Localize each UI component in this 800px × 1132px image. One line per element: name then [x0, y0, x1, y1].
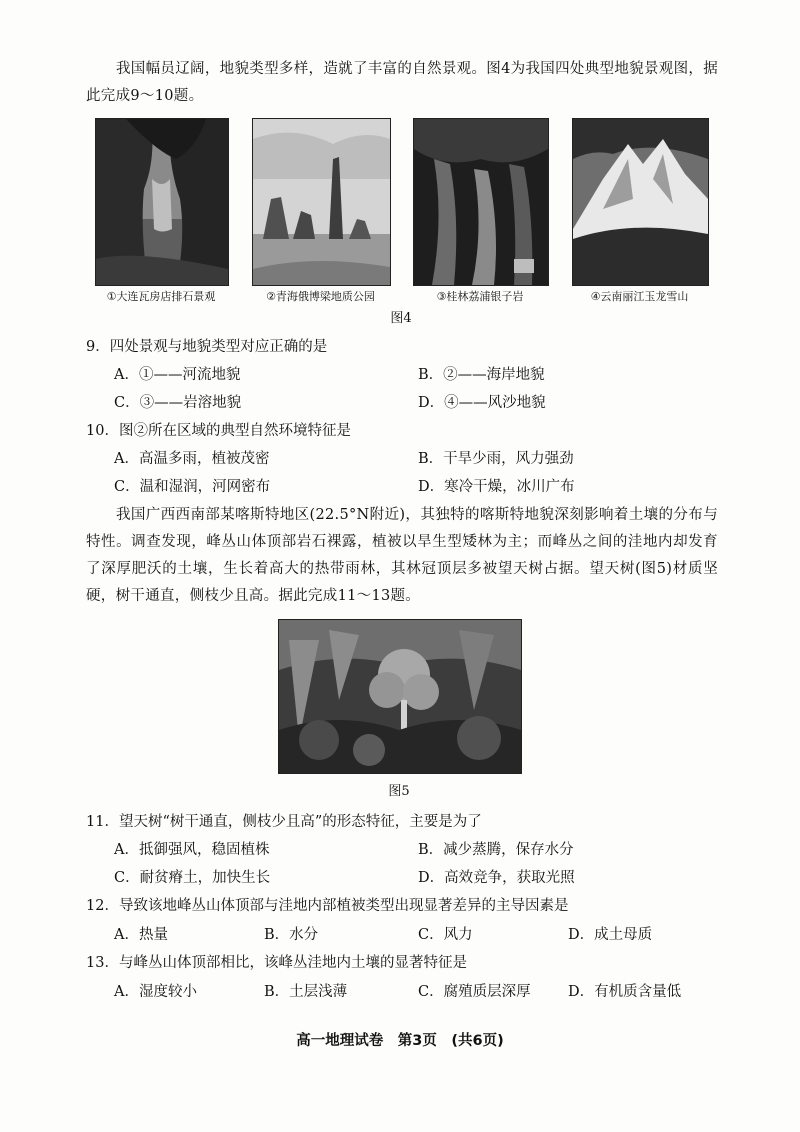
- question-9-option-c: C．③——岩溶地貌: [114, 395, 242, 411]
- question-12-option-c: C．风力: [418, 927, 473, 943]
- figure4-caption-1: ①大连瓦房店排石景观: [106, 290, 216, 303]
- figure4-label: 图4: [390, 311, 412, 326]
- question-10-option-c: C．温和湿润，河网密布: [114, 479, 271, 495]
- photo-ebolian-geopark: [252, 118, 391, 286]
- question-11-option-d: D．高效竞争，获取光照: [418, 870, 575, 886]
- question-11-stem: 11．望天树“树干通直，侧枝少且高”的形态特征，主要是为了: [86, 814, 482, 830]
- question-11-option-a: A．抵御强风，稳固植株: [114, 842, 270, 858]
- question-9-option-a: A．①——河流地貌: [114, 367, 241, 383]
- question-9-option-b: B．②——海岸地貌: [418, 367, 545, 383]
- question-11-option-c: C．耐贫瘠土，加快生长: [114, 870, 271, 886]
- question-9-option-d: D．④——风沙地貌: [418, 395, 546, 411]
- figure4-caption-2: ②青海俄博梁地质公园: [266, 290, 375, 303]
- question-10-option-a: A．高温多雨，植被茂密: [114, 451, 270, 467]
- question-10-stem: 10．图②所在区域的典型自然环境特征是: [86, 423, 351, 439]
- question-13-stem: 13．与峰丛山体顶部相比，该峰丛洼地内土壤的显著特征是: [86, 955, 467, 971]
- question-12-option-d: D．成土母质: [568, 927, 653, 943]
- figure4-caption-4: ④云南丽江玉龙雪山: [590, 290, 689, 303]
- figure5-label: 图5: [388, 784, 410, 799]
- question-10-option-b: B．干旱少雨，风力强劲: [418, 451, 574, 467]
- photo-yinziyan-cave: [413, 118, 549, 286]
- intro-paragraph-2: 我国广西西南部某喀斯特地区(22.5°N附近)，其独特的喀斯特地貌深刻影响着土壤的分布与特性。调查发现，峰丛山体顶部岩石裸露，植被以旱生型矮林为主；而峰丛之间的洼地内却发育了深厚肥沃的土壤，生长着高大的热带雨林，其林冠顶层多被望天树占据。望天树(图5)材质坚硬，树干通直，侧枝少且高。据此完成11～13题。: [86, 507, 718, 604]
- figure4-caption-3: ③桂林荔浦银子岩: [436, 290, 524, 303]
- question-9-stem: 9．四处景观与地貌类型对应正确的是: [86, 339, 328, 355]
- question-12-option-a: A．热量: [114, 927, 168, 943]
- question-12-option-b: B．水分: [264, 927, 319, 943]
- page-footer: 高一地理试卷 第3页 (共6页): [296, 1033, 504, 1049]
- question-10-option-d: D．寒冷干燥，冰川广布: [418, 479, 575, 495]
- question-12-stem: 12．导致该地峰丛山体顶部与洼地内部植被类型出现显著差异的主导因素是: [86, 898, 569, 914]
- question-13-option-d: D．有机质含量低: [568, 984, 682, 1000]
- question-13-option-c: C．腐殖质层深厚: [418, 984, 531, 1000]
- intro-paragraph-1: 我国幅员辽阔，地貌类型多样，造就了丰富的自然景观。图4为我国四处典型地貌景观图，据此完成9～10题。: [86, 61, 718, 104]
- question-13-option-b: B．土层浅薄: [264, 984, 348, 1000]
- photo-paishi-landscape: [95, 118, 229, 286]
- question-13-option-a: A．湿度较小: [114, 984, 197, 1000]
- photo-yulong-snow-mountain: [572, 118, 709, 286]
- photo-parashorea-tree: [278, 619, 522, 774]
- question-11-option-b: B．减少蒸腾，保存水分: [418, 842, 574, 858]
